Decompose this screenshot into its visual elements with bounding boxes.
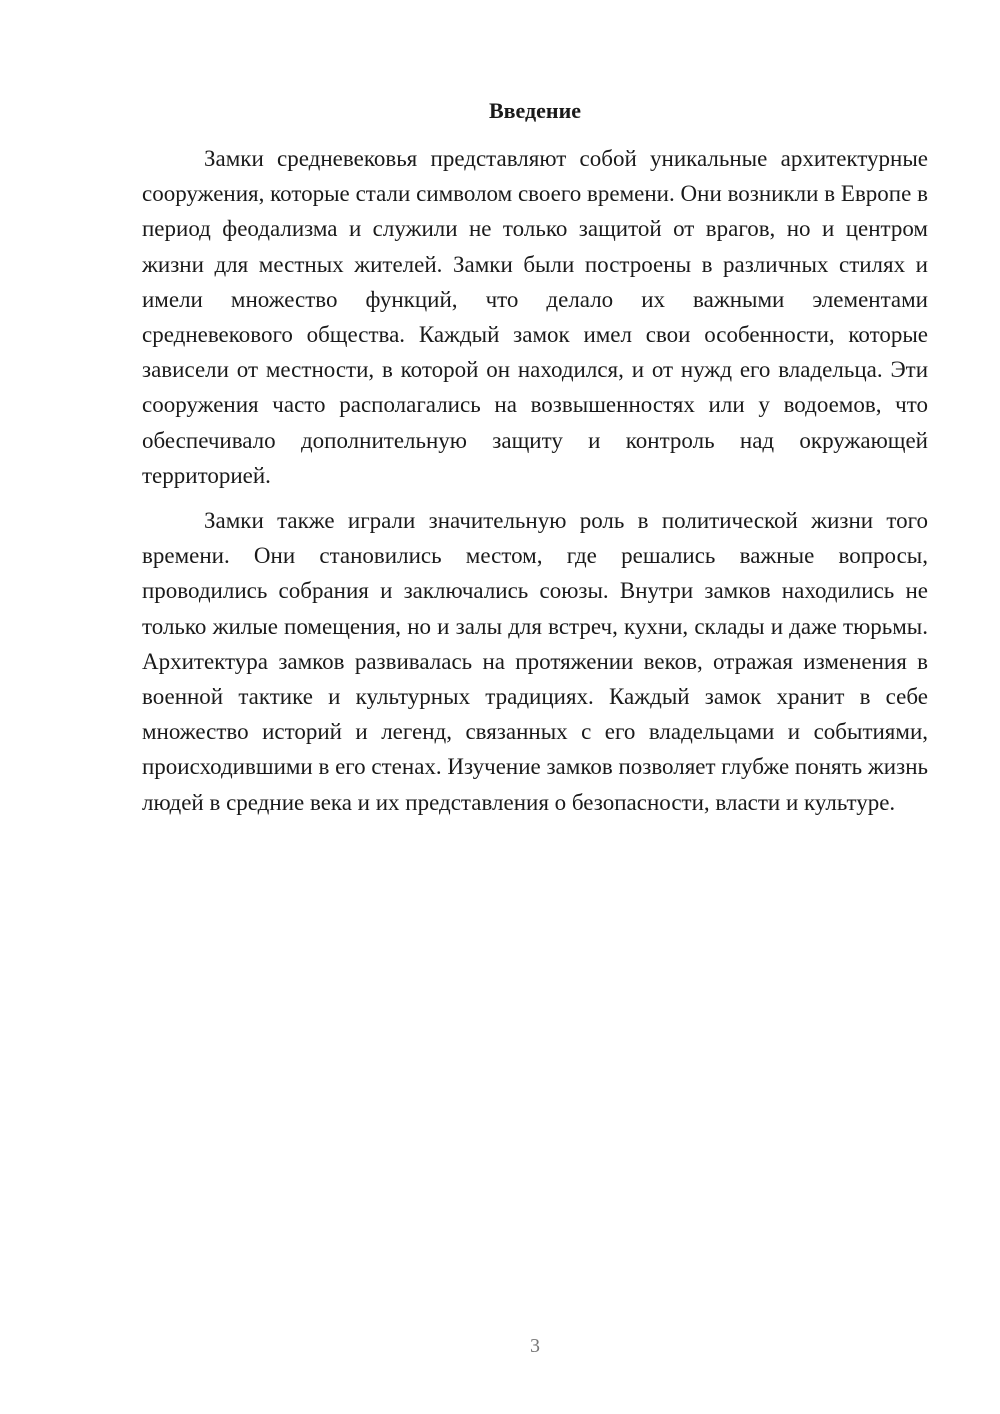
- body-text: [142, 141, 928, 820]
- page-number: 3: [530, 1335, 540, 1357]
- paragraph-1: Замки средневековья представляют собой уникальные архитектурные сооружения, которые стали символом своего времени. Они возникли в Европе в период феодализма и служили не только защитой от врагов, но и центром жизни для местных жителей. Замки были построены в различных стилях и имели множество функций, что делало их важными элементами средневекового общества. Каждый замок имел свои особенности, которые зависели от местности, в которой он находился, и от нужд его владельца. Эти сооружения часто располагались на возвышенностях или у водоемов, что обеспечивало дополнительную защиту и контроль над окружающей территорией.: [142, 146, 928, 488]
- page-title: Введение: [488, 98, 582, 123]
- paragraph-2: Замки также играли значительную роль в политической жизни того времени. Они становились местом, где решались важные вопросы, проводились собрания и заключались союзы. Внутри замков находились не только жилые помещения, но и залы для встреч, кухни, склады и даже тюрьмы. Архитектура замков развивалась на протяжении веков, отражая изменения в военной тактике и культурных традициях. Каждый замок хранит в себе множество историй и легенд, связанных с его владельцами и событиями, происходившими в его стенах. Изучение замков позволяет глубже понять жизнь людей в средние века и их представления о безопасности, власти и культуре.: [142, 508, 928, 815]
